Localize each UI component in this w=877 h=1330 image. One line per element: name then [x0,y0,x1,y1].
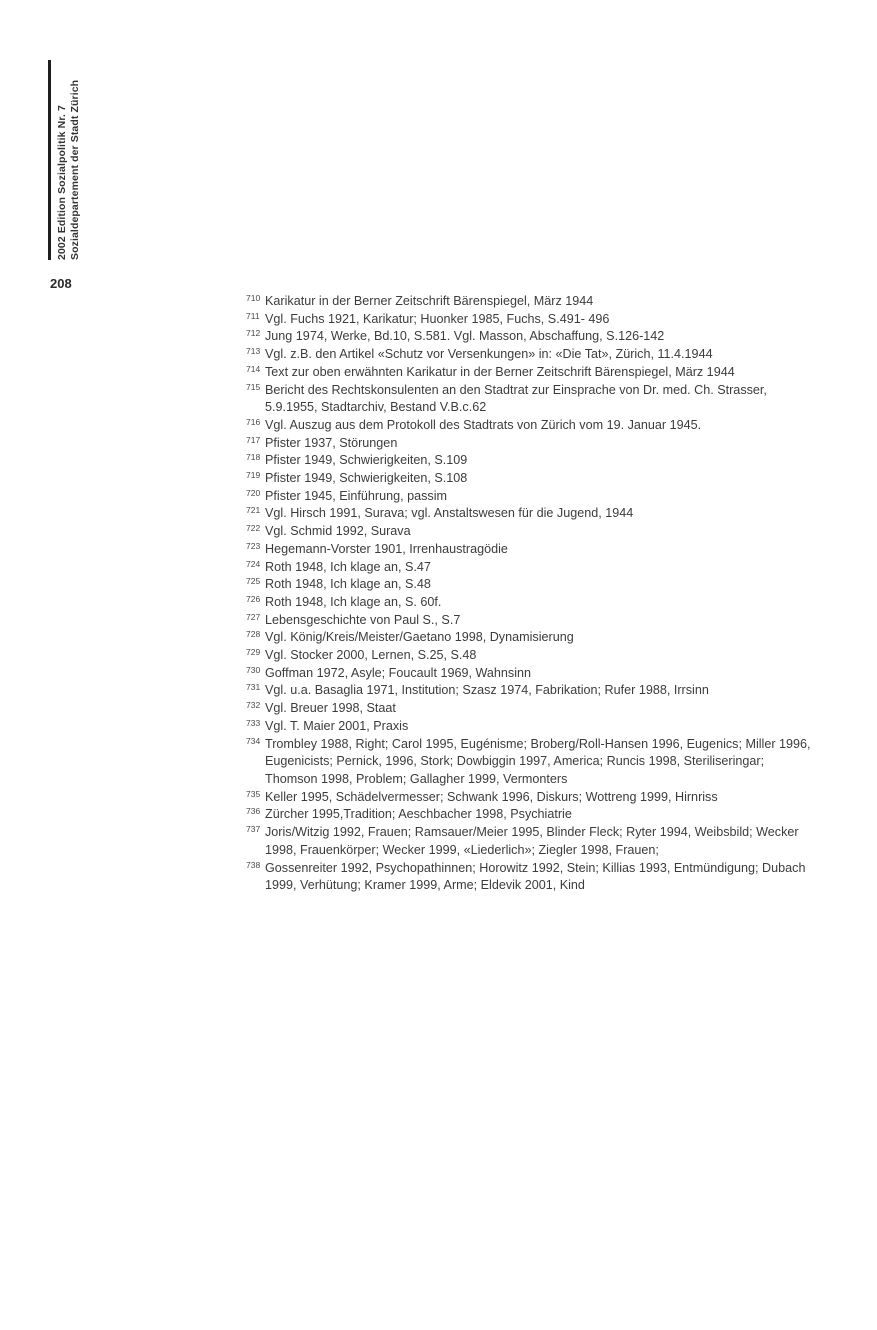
footnote [246,417,816,435]
footnote-text: Goffman 1972, Asyle; Foucault 1969, Wahnsinn [265,665,532,680]
footnote-number: 723 [246,540,261,551]
footnote-number: 734 [246,735,261,746]
footnote [246,328,816,346]
spine-bar [48,60,51,260]
footnote-text: Roth 1948, Ich klage an, S.47 [265,559,431,574]
footnote-number: 715 [246,381,261,392]
footnote [246,346,816,364]
footnote-number: 721 [246,505,261,516]
footnote [246,629,816,647]
footnote-number: 729 [246,647,261,658]
footnote-text: Gossenreiter 1992, Psychopathinnen; Horowitz 1992, Stein; Killias 1993, Entmündigung; Dubach 1999, Verhütung; Kramer 1999, Arme; Eldevik 2001, Kind [265,860,806,893]
footnote-text: Vgl. Fuchs 1921, Karikatur; Huonker 1985, Fuchs, S.491- 496 [265,311,610,326]
footnote-text: Bericht des Rechtskonsulenten an den Stadtrat zur Einsprache von Dr. med. Ch. Strasser, 5.9.1955, Stadtarchiv, Bestand V.B.c.62 [265,382,767,415]
footnote-number: 733 [246,717,261,728]
footnote-number: 722 [246,523,261,534]
footnote [246,293,816,311]
footnote-text: Trombley 1988, Right; Carol 1995, Eugénisme; Broberg/Roll-Hansen 1996, Eugenics; Miller 1996, Eugenicists; Pernick, 1996, Stork; Dowbiggin 1997, America; Runcis 1998, Steriliseringar; Thomson 1998, Problem; Gallagher 1999, Vermonters [265,736,811,786]
footnote [246,435,816,453]
footnote-text: Pfister 1949, Schwierigkeiten, S.108 [265,471,468,486]
footnote-number: 711 [246,310,260,321]
footnote [246,452,816,470]
footnote [246,382,816,417]
footnote [246,364,816,382]
footnote-number: 728 [246,629,261,640]
footnote [246,700,816,718]
footnote-number: 712 [246,328,261,339]
footnote-number: 710 [246,293,261,303]
footnote-number: 718 [246,452,261,463]
footnote [246,647,816,665]
footnote-text: Karikatur in der Berner Zeitschrift Bärenspiegel, März 1944 [265,294,594,308]
footnote-text: Pfister 1945, Einführung, passim [265,488,448,503]
footnote [246,311,816,329]
footnote-number: 730 [246,664,261,675]
footnote-number: 714 [246,363,261,374]
footnote-number: 726 [246,593,261,604]
footnote [246,789,816,807]
footnote-list [246,293,816,895]
footnote-text: Jung 1974, Werke, Bd.10, S.581. Vgl. Masson, Abschaffung, S.126-142 [265,329,665,344]
footnote-number: 727 [246,611,261,622]
footnote [246,594,816,612]
footnote-number: 724 [246,558,261,569]
footnote-text: Vgl. u.a. Basaglia 1971, Institution; Szasz 1974, Fabrikation; Rufer 1988, Irrsinn [265,683,709,698]
footnote-number: 719 [246,470,261,481]
footnote [246,860,816,895]
footnote [246,488,816,506]
footnote-number: 717 [246,434,261,445]
footnote-text: Vgl. z.B. den Artikel «Schutz vor Versenkungen» in: «Die Tat», Zürich, 11.4.1944 [265,347,713,362]
footnote-text: Vgl. Schmid 1992, Surava [265,524,411,539]
footnote [246,665,816,683]
footnote-text: Vgl. Hirsch 1991, Surava; vgl. Anstaltswesen für die Jugend, 1944 [265,506,634,521]
footnote-number: 738 [246,859,261,870]
footnote [246,824,816,859]
footnote-text: Keller 1995, Schädelvermesser; Schwank 1996, Diskurs; Wottreng 1999, Hirnriss [265,789,718,804]
footnote-text: Vgl. Breuer 1998, Staat [265,701,396,716]
footnote [246,718,816,736]
footnote [246,470,816,488]
footnote [246,523,816,541]
footnote-number: 731 [246,682,261,693]
footnote-number: 725 [246,576,261,587]
footnote-number: 713 [246,346,261,357]
footnote-number: 720 [246,487,261,498]
footnote [246,612,816,630]
footnote-text: Joris/Witzig 1992, Frauen; Ramsauer/Meier 1995, Blinder Fleck; Ryter 1994, Weibsbild; Wecker 1998, Frauenkörper; Wecker 1999, «Liederlich»; Ziegler 1998, Frauen; [265,825,799,857]
footnote-text: Vgl. König/Kreis/Meister/Gaetano 1998, Dynamisierung [265,630,574,645]
footnote-text: Roth 1948, Ich klage an, S.48 [265,577,431,592]
footnote-text: Roth 1948, Ich klage an, S. 60f. [265,594,442,609]
footnote-number: 716 [246,416,261,427]
footnote [246,505,816,523]
footnote [246,541,816,559]
footnote-text: Pfister 1937, Störungen [265,435,398,450]
footnote [246,806,816,824]
footnote [246,736,816,789]
footnote-text: Vgl. Auszug aus dem Protokoll des Stadtrats von Zürich vom 19. Januar 1945. [265,417,702,432]
footnote-number: 737 [246,824,261,835]
footnote-text: Vgl. T. Maier 2001, Praxis [265,718,409,733]
footnote-text: Lebensgeschichte von Paul S., S.7 [265,612,461,627]
footnote-text: Text zur oben erwähnten Karikatur in der Berner Zeitschrift Bärenspiegel, März 1944 [265,364,735,379]
footnote-text: Hegemann-Vorster 1901, Irrenhaustragödie [265,541,508,556]
footnote-text: Vgl. Stocker 2000, Lernen, S.25, S.48 [265,648,477,663]
spine-title [56,50,82,260]
footnote [246,559,816,577]
spine-line-department: Sozialdepartement der Stadt Zürich [69,79,81,260]
footnote-number: 736 [246,806,261,817]
footnote-text: Pfister 1949, Schwierigkeiten, S.109 [265,453,468,468]
footnote-number: 732 [246,700,261,711]
footnote-number: 735 [246,788,261,799]
footnote [246,576,816,594]
page-number: 208 [50,276,72,291]
footnote-text: Zürcher 1995,Tradition; Aeschbacher 1998, Psychiatrie [265,807,572,822]
spine-line-edition: 2002 Edition Sozialpolitik Nr. 7 [56,105,68,260]
footnote [246,682,816,700]
